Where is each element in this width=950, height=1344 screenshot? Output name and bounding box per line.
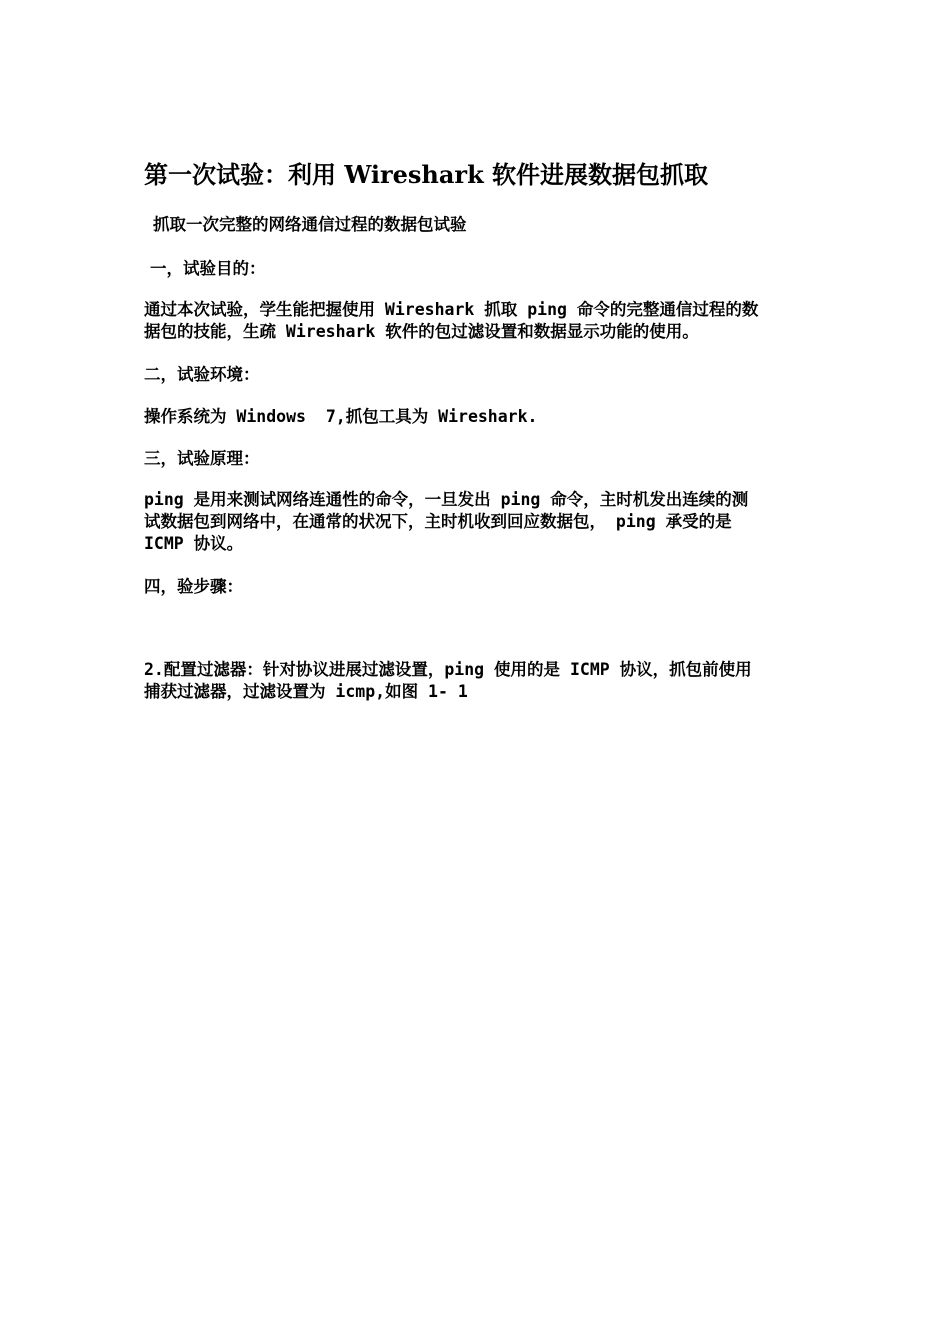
section-1-line-2: 据包的技能，生疏 Wireshark 软件的包过滤设置和数据显示功能的使用。	[144, 322, 699, 341]
section-3-heading: 三，试验原理：	[144, 449, 260, 468]
section-1-line-1: 通过本次试验，学生能把握使用 Wireshark 抓取 ping 命令的完整通信过程的数	[144, 300, 759, 319]
section-3-line-2: 试数据包到网络中，在通常的状况下，主时机收到回应数据包， ping 承受的是	[144, 512, 732, 531]
section-2-heading: 二，试验环境：	[144, 365, 260, 384]
section-2-paragraph	[144, 406, 812, 428]
section-4-heading: 四，验步骤：	[144, 577, 243, 596]
section-4-line-2: 捕获过滤器，过滤设置为 icmp,如图 1- 1	[144, 682, 468, 701]
section-3-line-1: ping 是用来测试网络连通性的命令，一旦发出 ping 命令，主时机发出连续的测	[144, 490, 749, 509]
document-title: 第一次试验：利用 Wireshark 软件进展数据包抓取	[144, 160, 709, 189]
section-1-heading: 一，试验目的：	[150, 259, 266, 278]
section-3-paragraph	[144, 489, 812, 555]
section-4-paragraph	[144, 659, 812, 703]
section-2-line-1: 操作系统为 Windows 7,抓包工具为 Wireshark.	[144, 407, 538, 426]
section-3-line-3: ICMP 协议。	[144, 534, 244, 553]
section-4-line-1: 2.配置过滤器：针对协议进展过滤设置，ping 使用的是 ICMP 协议，抓包前使用	[144, 660, 752, 679]
section-1-paragraph	[144, 299, 812, 343]
document-subtitle: 抓取一次完整的网络通信过程的数据包试验	[153, 215, 467, 234]
